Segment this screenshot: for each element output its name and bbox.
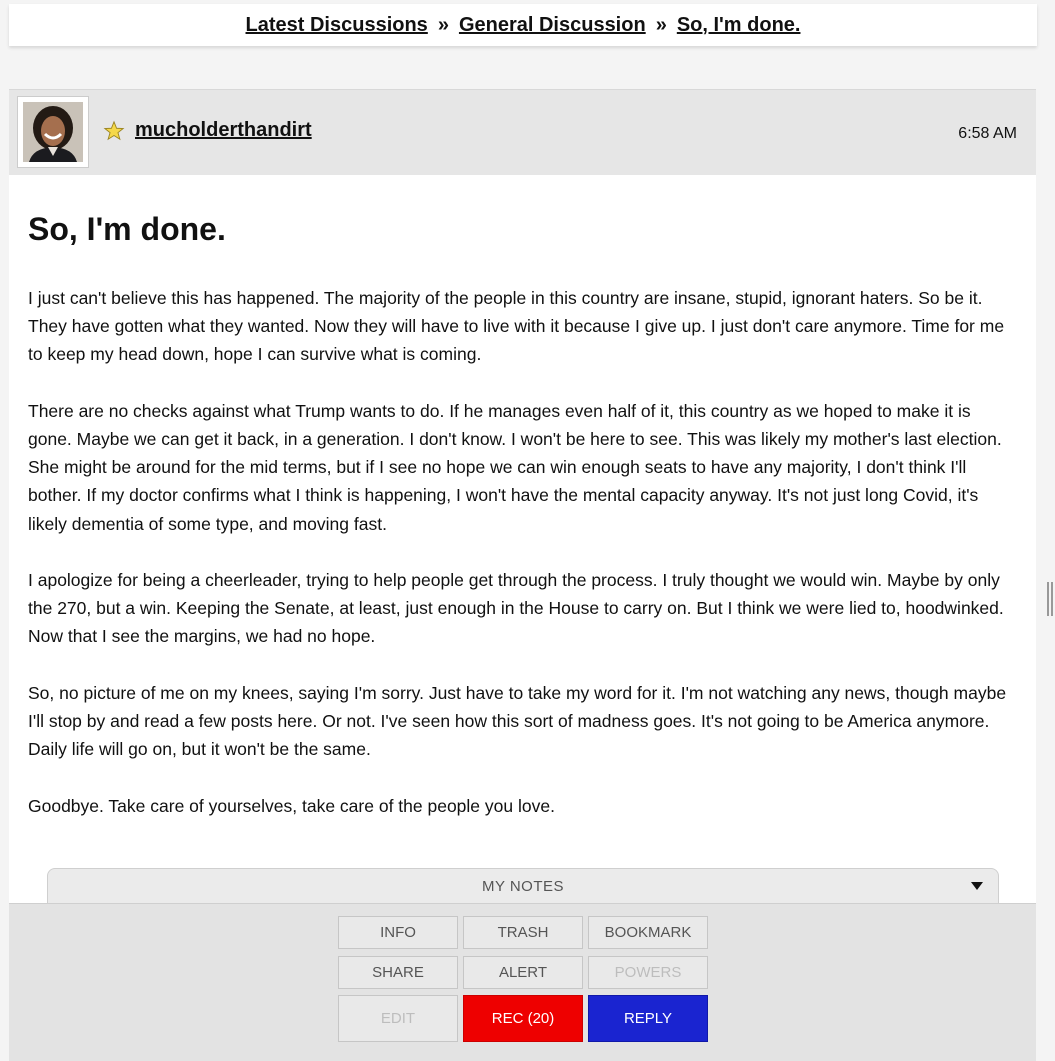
- post-paragraph: I apologize for being a cheerleader, trying to help people get through the process. I truly thought we would win. Maybe by only the 270, but a win. Keeping the Senate, at least, just enough in the House to carry on. But I think we were lied to, hoodwinked. Now that I see the margins, we had no hope.: [28, 570, 1004, 647]
- my-notes-label: MY NOTES: [481, 877, 565, 895]
- resize-handle[interactable]: [1047, 582, 1053, 616]
- trash-button[interactable]: TRASH: [463, 916, 583, 949]
- post-paragraph: I just can't believe this has happened. The majority of the people in this country are insane, stupid, ignorant haters. So be it. They have gotten what they wanted. Now they will have to live with it because I give up. I just don't care anymore. Time for me to keep my head down, hope I can survive what is coming.: [28, 288, 1005, 365]
- author-link[interactable]: mucholderthandirt: [135, 119, 312, 141]
- breadcrumb: [9, 4, 1037, 46]
- avatar[interactable]: [17, 96, 89, 168]
- star-icon: [103, 120, 125, 142]
- caret-down-icon: [970, 881, 984, 891]
- recommend-button[interactable]: REC (20): [463, 995, 583, 1042]
- post-paragraph: There are no checks against what Trump wants to do. If he manages even half of it, this country as we hoped to make it is gone. Maybe we can get it back, in a generation. I don't know. I won't be here to see. This was likely my mother's last election. She might be around for the mid terms, but if I see no hope we can win enough seats to have any majority, I don't think I'll bother. If my doctor confirms what I think is happening, I won't have the mental capacity anyway. It's not just long Covid, it's likely dementia of some type, and moving fast.: [28, 400, 1002, 534]
- bookmark-button[interactable]: BOOKMARK: [588, 916, 708, 949]
- info-button[interactable]: INFO: [338, 916, 458, 949]
- breadcrumb-general-discussion[interactable]: General Discussion: [458, 13, 646, 36]
- post-actions: [9, 903, 1036, 1061]
- alert-button[interactable]: ALERT: [463, 956, 583, 989]
- edit-button: EDIT: [338, 995, 458, 1042]
- breadcrumb-separator: »: [437, 13, 449, 36]
- avatar-image: [23, 102, 83, 162]
- my-notes-toggle[interactable]: [47, 868, 999, 903]
- post-title: So, I'm done.: [28, 211, 226, 247]
- post-body: [9, 175, 1036, 903]
- post-timestamp: 6:58 AM: [958, 125, 1017, 142]
- post-paragraph: Goodbye. Take care of yourselves, take care of the people you love.: [28, 795, 555, 816]
- post-header: [9, 89, 1036, 176]
- post-content: [28, 284, 1013, 848]
- reply-button[interactable]: REPLY: [588, 995, 708, 1042]
- post-paragraph: So, no picture of me on my knees, saying I'm sorry. Just have to take my word for it. I'm not watching any news, though maybe I'll stop by and read a few posts here. Or not. I've seen how this sort of madness goes. It's not going to be America anymore. Daily life will go on, but it won't be the same.: [28, 682, 1007, 760]
- share-button[interactable]: SHARE: [338, 956, 458, 989]
- breadcrumb-current-thread[interactable]: So, I'm done.: [676, 13, 801, 36]
- powers-button: POWERS: [588, 956, 708, 989]
- breadcrumb-separator: »: [655, 13, 667, 36]
- breadcrumb-latest-discussions[interactable]: Latest Discussions: [245, 13, 428, 36]
